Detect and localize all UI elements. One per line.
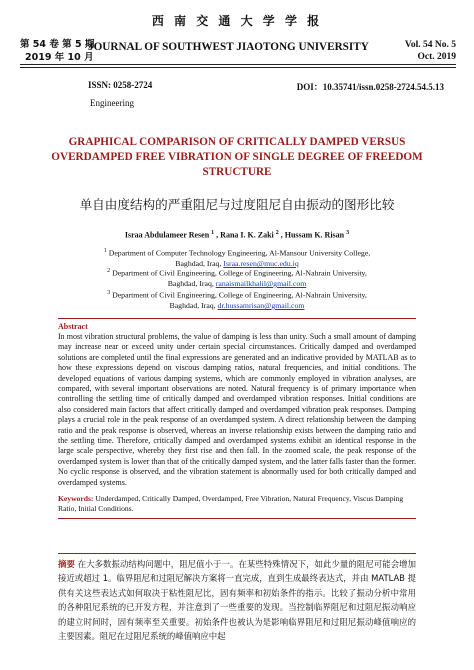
affil-marker: 1 <box>103 248 107 254</box>
journal-title-en: JOURNAL OF SOUTHWEST JIAOTONG UNIVERSITY <box>88 41 369 53</box>
journal-title-cn: 西 南 交 通 大 学 学 报 <box>151 14 323 28</box>
affil-line: Department of Computer Technology Engineering, Al-Mansour University College, <box>108 248 371 258</box>
affil-marker: 3 <box>107 290 111 296</box>
author-name: Rana I. K. Zaki <box>220 230 274 240</box>
volume-info-cn <box>20 38 94 64</box>
affil-line: Department of Civil Engineering, College of Engineering, Al-Nahrain University, <box>112 290 367 300</box>
paper-title-en: GRAPHICAL COMPARISON OF CRITICALLY DAMPED VERSUS OVERDAMPED FREE VIBRATION OF SINGLE DEGREE OF FREEDOM STRUCTURE <box>51 136 423 178</box>
affil-line: Baghdad, Iraq, <box>169 301 216 311</box>
abstract-section <box>58 318 416 519</box>
header-rule-bottom <box>20 67 456 68</box>
header-rule-top <box>20 64 456 65</box>
abstract-cn-section <box>58 553 416 643</box>
affil-marker: 2 <box>107 268 111 274</box>
volume-issue-en: Vol. 54 No. 5 <box>404 40 456 50</box>
affil-line: Baghdad, Iraq, <box>167 279 214 289</box>
doi: DOI：10.35741/issn.0258-2724.54.5.13 <box>296 82 444 92</box>
affiliation-2 <box>60 266 414 290</box>
volume-info-en <box>405 39 456 63</box>
author-affil-marker: 1 <box>211 230 215 236</box>
abstract-text: In most vibration structural problems, the value of damping is less than unity. Such a small amount of damping may increase near or exceed unity under certain special circumstances. Critically damped and overdamped solutions are completed until the final expressions are generated and an indicative provided by MATLAB as to how these expressions depend on viscous damping ratios, natural frequencies, and initial conditions. The developed equations of various damping systems, which are commonly employed in vibration analyses, are compared, with several important observations are noted. Natural frequency is of primary importance when controlling the settling time of critically damped and overdamped vibration responses. Initial conditions are also considered main factors that affect critically damped and overdamped vibration peak responses. Damping plays a crucial role in the peak response of an overdamped system. A direct relationship between the damping ratio and the peak response is observed, whereas an inverse relationship exists between the damping ratio and the settling time. Therefore, critically damped and overdamped systems exhibit an identical response in the large scale perspective, whereby they first rise and then fall. In the zoomed scale, the peak response of the overdamped system is lower than that of the critically damped system, and the latter falls faster than the former. No cyclic response is observed, and the vibration statement is abnormally used for both critically damped and overdamped systems. <box>58 332 416 487</box>
affil-line: Baghdad, Iraq, <box>175 259 222 269</box>
abstract-cn-heading: 摘要 <box>58 559 75 569</box>
date-cn: 2019 年 10 月 <box>25 52 94 63</box>
affiliation-3 <box>60 288 414 312</box>
date-en: Oct. 2019 <box>417 52 456 62</box>
author-separator: , <box>214 230 221 240</box>
topic-label: Engineering <box>90 98 134 108</box>
author-affil-marker: 3 <box>346 230 350 236</box>
email-link[interactable]: Israa.resen@muc.edu.iq <box>223 259 299 269</box>
author-affil-marker: 2 <box>275 230 279 236</box>
email-link[interactable]: ranaismailkhalil@gmail.com <box>215 279 307 289</box>
author-separator: , <box>278 230 285 240</box>
author-list <box>0 230 474 240</box>
affil-line: Department of Civil Engineering, College of Engineering, Al-Nahrain University, <box>112 268 367 278</box>
paper-title-cn: 单自由度结构的严重阻尼与过度阻尼自由振动的图形比较 <box>79 197 395 212</box>
issn: ISSN: 0258-2724 <box>88 80 153 90</box>
email-link[interactable]: dr.hussamrisan@gmail.com <box>217 301 305 311</box>
author-name: Hussam K. Risan <box>284 230 345 240</box>
keywords <box>58 494 416 514</box>
author-name: Israa Abdulameer Resen <box>124 230 210 240</box>
abstract-heading: Abstract <box>58 322 88 331</box>
keywords-text: Underdamped, Critically Damped, Overdamped, Free Vibration, Natural Frequency, Viscus Damping Ratio, Initial Conditions. <box>58 494 404 514</box>
volume-issue-cn: 第 54 卷 第 5 期 <box>20 39 95 50</box>
keywords-heading: Keywords: <box>58 494 94 504</box>
abstract-cn-text: 在大多数振动结构问题中，阻尼值小于一。在某些特殊情况下，如此少量的阻尼可能会增加接近或超过 1。临界阻尼和过阻尼解决方案将一直完成，直到生成最终表达式，并由 MATLAB 提供有关这些表达式如何取决于粘性阻尼比，固有频率和初始条件的指示。比较了振动分析中常用的各种阻尼系统的已开发方程，并注意到了一些重要的发现。当控制临界阻尼和过阻尼振动响应的建立时间时，固有频率至关重要。初始条件也被认为是影响临界阻尼和过阻尼振动峰值响应的主要因素。阻尼在过阻尼系统的峰值响应中起 <box>58 559 416 642</box>
